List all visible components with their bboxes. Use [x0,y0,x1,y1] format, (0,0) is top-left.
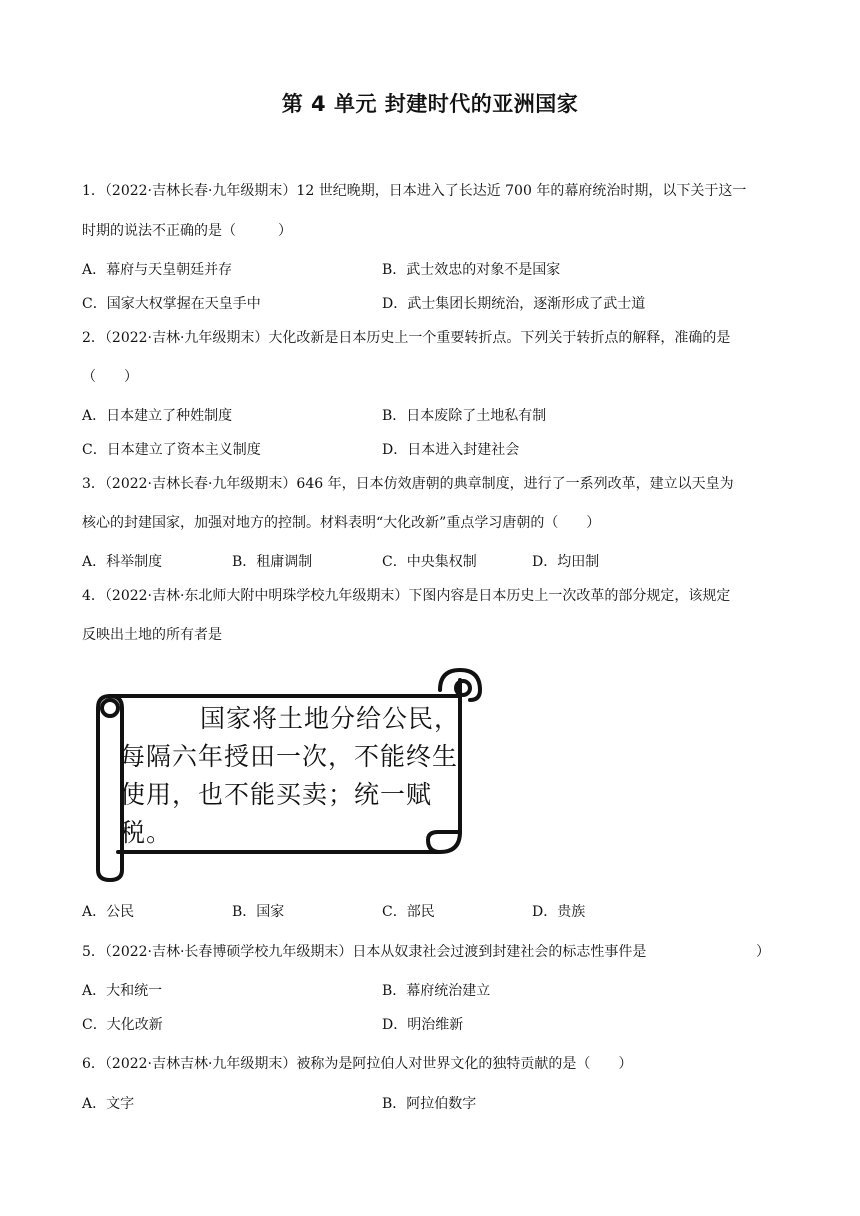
question-5-line-1: 5．（2022·吉林·长春博硕学校九年级期末）日本从奴隶社会过渡到封建社会的标志性事件是 [82,944,647,960]
page-title: 第 4 单元 封建时代的亚洲国家 [281,92,579,116]
question-2-option-c[interactable]: C．日本建立了资本主义制度 [82,442,261,458]
question-2-line-1: 2．（2022·吉林·九年级期末）大化改新是日本历史上一个重要转折点。下列关于转折点的解释，准确的是 [82,330,731,346]
question-1-line-2: 时期的说法不正确的是（ ） [82,223,292,239]
question-1-option-b[interactable]: B．武士效忠的对象不是国家 [382,262,561,278]
question-4-line-1: 4．（2022·吉林·东北师大附中明珠学校九年级期末）下图内容是日本历史上一次改革的部分规定，该规定 [82,588,731,604]
question-3-option-d[interactable]: D．均田制 [532,554,600,570]
question-1-line-1: 1．（2022·吉林长春·九年级期末）12 世纪晚期，日本进入了长达近 700 年的幕府统治时期，以下关于这一 [82,183,747,199]
scroll-text: 国家将土地分给公民，每隔六年授田一次，不能终生使用，也不能买卖；统一赋税。 [120,704,461,847]
question-3-line-2: 核心的封建国家，加强对地方的控制。材料表明“大化改新”重点学习唐朝的（ ） [82,515,601,531]
question-5-closing-paren: ） [756,944,770,960]
question-6-line-1: 6．（2022·吉林吉林·九年级期末）被称为是阿拉伯人对世界文化的独特贡献的是（ ） [82,1056,633,1072]
question-1-option-a[interactable]: A．幕府与天皇朝廷并存 [82,262,233,278]
question-4-option-d[interactable]: D．贵族 [532,904,586,920]
question-2-option-b[interactable]: B．日本废除了土地私有制 [382,408,547,424]
question-2-line-2: （ ） [82,369,138,385]
question-3-line-1: 3．（2022·吉林长春·九年级期末）646 年，日本仿效唐朝的典章制度，进行了一系列改革，建立以天皇为 [82,476,734,492]
question-4-option-b[interactable]: B．国家 [232,904,285,920]
question-5-option-c[interactable]: C．大化改新 [82,1017,163,1033]
question-4-option-a[interactable]: A．公民 [82,904,135,920]
question-2-option-a[interactable]: A．日本建立了种姓制度 [82,408,233,424]
question-5-option-a[interactable]: A．大和统一 [82,983,163,999]
question-1-option-c[interactable]: C．国家大权掌握在天皇手中 [82,296,261,312]
question-3-option-c[interactable]: C．中央集权制 [382,554,477,570]
question-3-option-b[interactable]: B．租庸调制 [232,554,313,570]
question-2-option-d[interactable]: D．日本进入封建社会 [382,442,520,458]
question-3-option-a[interactable]: A．科举制度 [82,554,163,570]
question-5-option-b[interactable]: B．幕府统治建立 [382,983,491,999]
question-4-option-c[interactable]: C．部民 [382,904,435,920]
question-6-option-b[interactable]: B．阿拉伯数字 [382,1096,477,1112]
question-5-option-d[interactable]: D．明治维新 [382,1017,464,1033]
question-6-option-a[interactable]: A．文字 [82,1096,135,1112]
question-4-line-2: 反映出土地的所有者是 [82,627,222,643]
question-1-option-d[interactable]: D．武士集团长期统治，逐渐形成了武士道 [382,296,646,312]
